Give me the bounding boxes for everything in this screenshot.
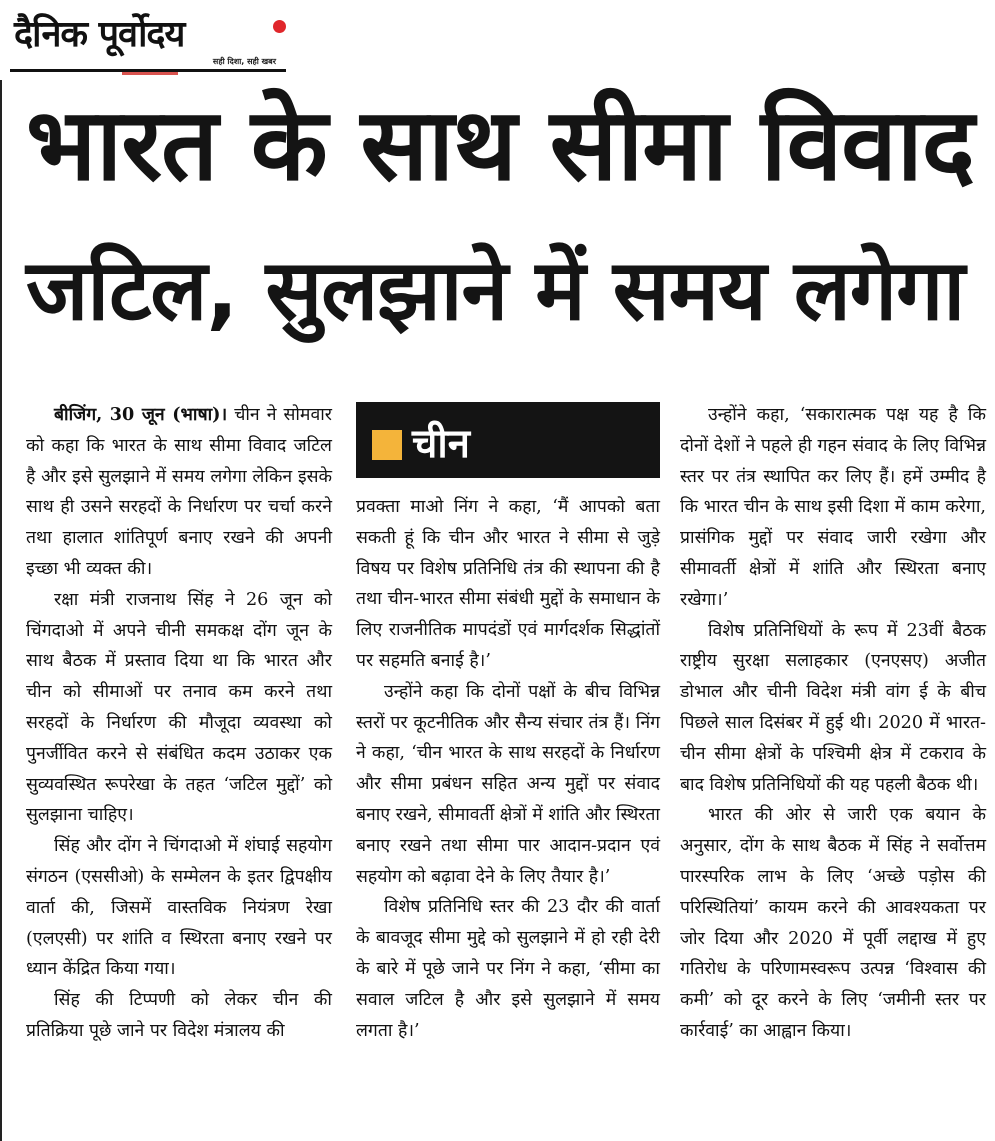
article-paragraph: उन्होंने कहा, ‘सकारात्मक पक्ष यह है कि दोनों देशों ने पहले ही गहन संवाद के लिए विभिन्न स्तर पर तंत्र स्थापित कर लिए हैं। हमें उम्मीद है कि भारत चीन के साथ इसी दिशा में काम करेगा, प्रासंगिक मुद्दों पर संवाद जारी रखेगा और सीमावर्ती क्षेत्रों में शांति और स्थिरता बनाए रखेगा।’ — [680, 405, 986, 610]
article-paragraph: विशेष प्रतिनिधि स्तर की 23 दौर की वार्ता के बावजूद सीमा मुद्दे को सुलझाने में हो रही देरी के बारे में पूछे जाने पर निंग ने कहा, ‘सीमा का सवाल जटिल है और इसे सुलझाने में समय लगता है।’ — [356, 897, 660, 1041]
article-paragraph: विशेष प्रतिनिधियों के रूप में 23वीं बैठक राष्ट्रीय सुरक्षा सलाहकार (एनएसए) अजीत डोभाल और चीनी विदेश मंत्री वांग ई के बीच पिछले साल दिसंबर में हुई थी। 2020 में भारत-चीन सीमा क्षेत्रों के पश्चिमी क्षेत्र में टकराव के बाद विशेष प्रतिनिधियों की यह पहली बैठक थी। — [680, 620, 986, 795]
article-paragraph: रक्षा मंत्री राजनाथ सिंह ने 26 जून को चिंगदाओ में अपने चीनी समकक्ष दोंग जून के साथ बैठक में प्रस्ताव दिया था कि भारत और चीन को सीमाओं पर तनाव कम करने तथा सरहदों के निर्धारण की मौजूदा व्यवस्था को पुनर्जीवित करने से संबंधित कदम उठाकर एक सुव्यवस्थित रूपरेखा के तहत ‘जटिल मुद्दों’ को सुलझाना चाहिए। — [26, 589, 332, 826]
section-label-box — [356, 402, 660, 478]
article-paragraph: प्रवक्ता माओ निंग ने कहा, ‘मैं आपको बता सकती हूं कि चीन और भारत ने सीमा से जुड़े विषय पर विशेष प्रतिनिधि तंत्र की स्थापना की है तथा चीन-भारत सीमा संबंधी मुद्दों के समाधान के लिए राजनीतिक मापदंडों एवं मार्गदर्शक सिद्धांतों पर सहमति बनाई है।’ — [356, 497, 660, 671]
logo-dot-icon — [273, 20, 286, 33]
section-label: चीन — [412, 421, 470, 467]
newspaper-logo-title: दैनिक पूर्वोदय — [14, 14, 185, 55]
newspaper-tagline: सही दिशा, सही खबर — [212, 57, 276, 66]
masthead-accent-bar — [122, 72, 178, 75]
headline-line-1: भारत के साथ सीमा विवाद — [26, 86, 974, 203]
section-square-icon — [372, 430, 402, 460]
left-margin-rule — [0, 80, 2, 1141]
headline-line-2: जटिल, सुलझाने में समय लगेगा — [26, 241, 965, 339]
lead-text: चीन ने सोमवार को कहा कि भारत के साथ सीमा विवाद जटिल है और इसे सुलझाने में समय लगेगा लेकिन इसके साथ ही उसने सरहदों के निर्धारण पर चर्चा करने तथा हालात शांतिपूर्ण बनाए रखने की अपनी इच्छा भी व्यक्त की। — [26, 405, 332, 579]
article-column-1 — [26, 400, 332, 1047]
article-paragraph: सिंह और दोंग ने चिंगदाओ में शंघाई सहयोग संगठन (एससीओ) के सम्मेलन के इतर द्विपक्षीय वार्ता की, जिसमें वास्तविक नियंत्रण रेखा (एलएसी) पर शांति व स्थिरता बनाए रखने पर ध्यान केंद्रित किया गया। — [26, 836, 332, 980]
article-column-3 — [680, 400, 986, 1047]
masthead — [10, 6, 288, 76]
dateline: बीजिंग, 30 जून (भाषा)। — [54, 404, 228, 425]
article-paragraph: भारत की ओर से जारी एक बयान के अनुसार, दोंग के साथ बैठक में सिंह ने सर्वोत्तम पारस्परिक लाभ के लिए ‘अच्छे पड़ोस की परिस्थितियां’ कायम करने की आवश्यकता पर जोर दिया और 2020 में पूर्वी लद्दाख में हुए गतिरोध के परिणामस्वरूप उत्पन्न ‘विश्वास की कमी’ को दूर करने के लिए ‘जमीनी स्तर पर कार्रवाई’ का आह्वान किया। — [680, 805, 986, 1041]
article-paragraph: उन्होंने कहा कि दोनों पक्षों के बीच विभिन्न स्तरों पर कूटनीतिक और सैन्य संचार तंत्र हैं। निंग ने कहा, ‘चीन भारत के साथ सरहदों के निर्धारण और सीमा प्रबंधन सहित अन्य मुद्दों पर संवाद बनाए रखने, सीमावर्ती क्षेत्रों में शांति और स्थिरता बनाए रखने तथा सीमा पार आदान-प्रदान एवं सहयोग को बढ़ावा देने के लिए तैयार है।’ — [356, 681, 660, 887]
article-column-2 — [356, 492, 660, 1046]
article-paragraph: सिंह की टिप्पणी को लेकर चीन की प्रतिक्रिया पूछे जाने पर विदेश मंत्रालय की — [26, 990, 332, 1041]
article-paragraph — [26, 400, 332, 585]
